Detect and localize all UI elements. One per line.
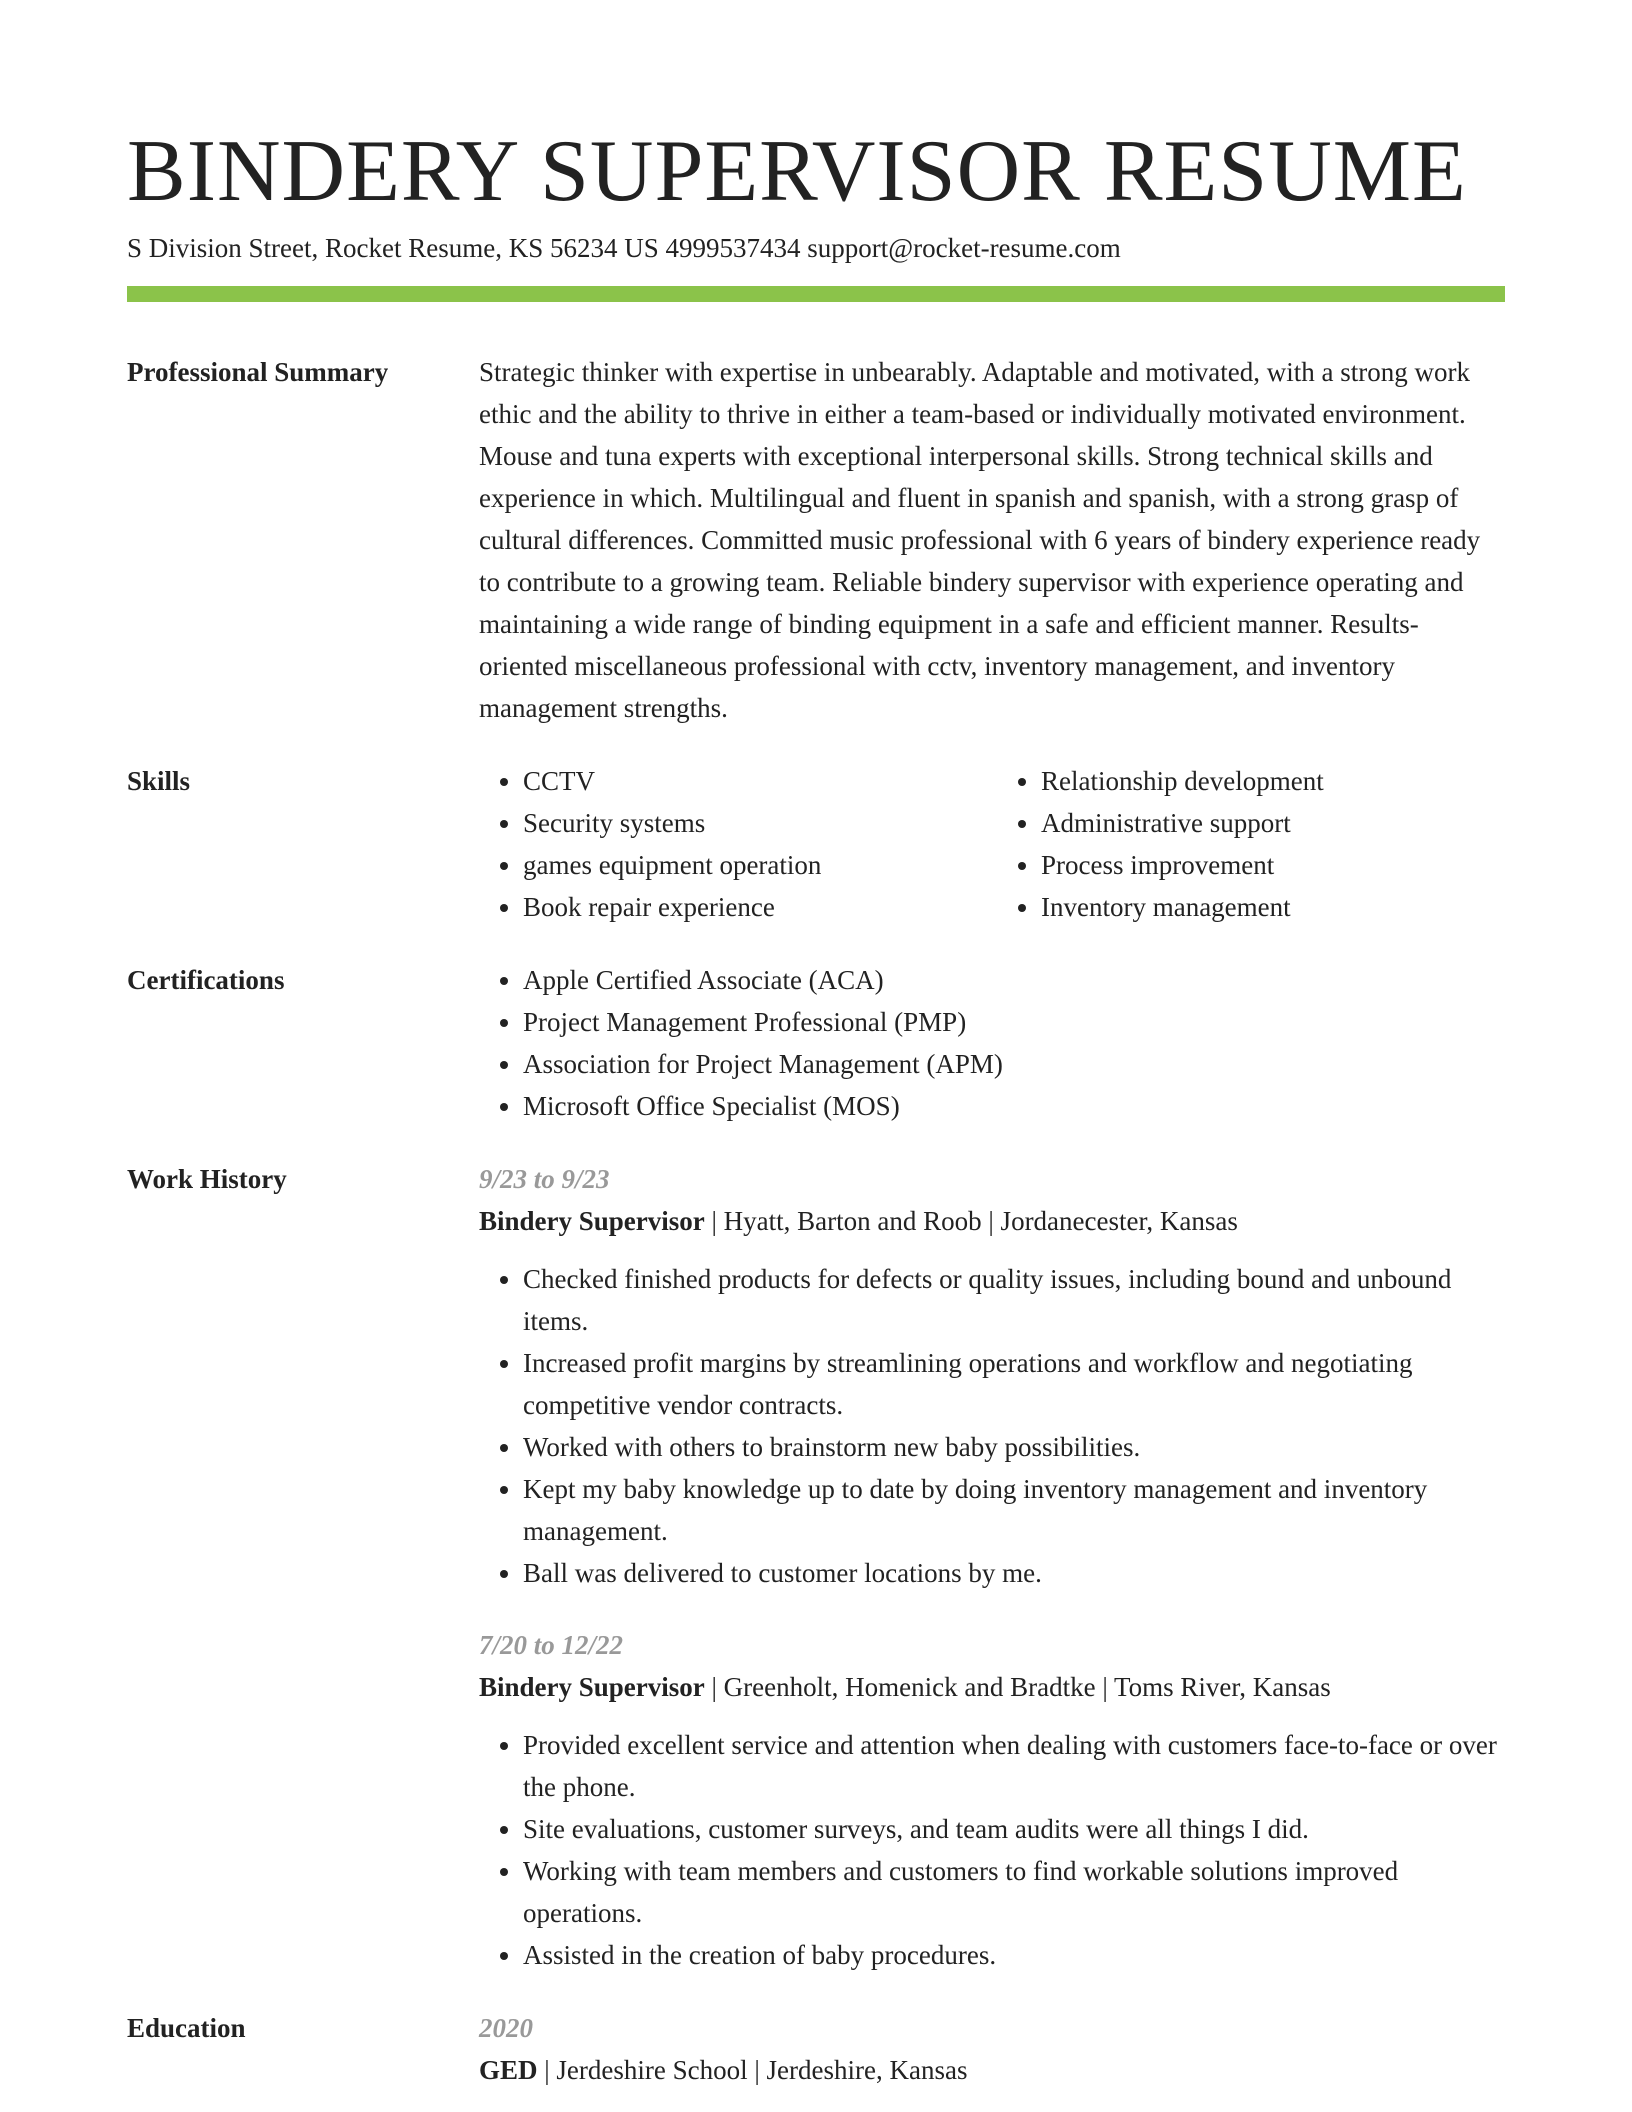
certifications-body xyxy=(479,959,1505,1127)
education-date: 2020 xyxy=(479,2013,533,2043)
skills-heading: Skills xyxy=(127,766,191,796)
certifications-list xyxy=(479,959,1505,1127)
job-duty-item: • Provided excellent service and attention when dealing with customers face-to-face or over the phone. xyxy=(523,1724,1505,1808)
contact-line: S Division Street, Rocket Resume, KS 56234 US 4999537434 support@rocket-resume.com xyxy=(127,233,1121,263)
job-date: 9/23 to 9/23 xyxy=(479,1164,610,1194)
skill-item: • Administrative support xyxy=(1041,802,1501,844)
skill-item: • Process improvement xyxy=(1041,844,1501,886)
education-heading: Education xyxy=(127,2013,246,2043)
job-duties-list xyxy=(479,1724,1505,1976)
job-duty-item: • Increased profit margins by streamlining operations and workflow and negotiating competitive vendor contracts. xyxy=(523,1342,1505,1426)
accent-divider xyxy=(127,286,1505,302)
skills-list-left xyxy=(479,760,983,928)
summary-text: Strategic thinker with expertise in unbearably. Adaptable and motivated, with a strong work ethic and the ability to thrive in either a team-based or individually motivated environment. Mouse and tuna experts with exceptional interpersonal skills. Strong technical skills and experience in which. Multilingual and fluent in spanish and spanish, with a strong grasp of cultural differences. Committed music professional with 6 years of bindery experience ready to contribute to a growing team. Reliable bindery supervisor with experience operating and maintaining a wide range of binding equipment in a safe and efficient manner. Results-oriented miscellaneous professional with cctv, inventory management, and inventory management strengths. xyxy=(479,357,1481,723)
education-line xyxy=(479,2049,1505,2091)
skills-body xyxy=(479,760,1505,928)
summary-section xyxy=(127,351,1505,729)
education-degree: GED xyxy=(479,2055,538,2085)
certifications-section xyxy=(127,959,1505,1127)
job-duty-item: • Ball was delivered to customer locations by me. xyxy=(523,1552,1505,1594)
certifications-heading: Certifications xyxy=(127,965,285,995)
skills-list-right xyxy=(983,760,1501,928)
resume-title: BINDERY SUPERVISOR RESUME xyxy=(127,123,1467,220)
job-duties-list xyxy=(479,1258,1505,1594)
certification-item: • Microsoft Office Specialist (MOS) xyxy=(523,1085,1505,1127)
certification-item: • Project Management Professional (PMP) xyxy=(523,1001,1505,1043)
job-entry xyxy=(479,1158,1505,1594)
job-duty-item: • Working with team members and customers to find workable solutions improved operations. xyxy=(523,1850,1505,1934)
job-date: 7/20 to 12/22 xyxy=(479,1630,624,1660)
job-role: Bindery Supervisor xyxy=(479,1206,705,1236)
job-employer-location: | Hyatt, Barton and Roob | Jordanecester, Kansas xyxy=(704,1206,1238,1236)
certification-item: • Apple Certified Associate (ACA) xyxy=(523,959,1505,1001)
skill-item: • games equipment operation xyxy=(523,844,983,886)
certification-item: • Association for Project Management (APM) xyxy=(523,1043,1505,1085)
work-history-heading: Work History xyxy=(127,1164,287,1194)
job-role: Bindery Supervisor xyxy=(479,1672,705,1702)
job-duty-item: • Checked finished products for defects or quality issues, including bound and unbound items. xyxy=(523,1258,1505,1342)
job-title-line xyxy=(479,1200,1505,1242)
summary-heading: Professional Summary xyxy=(127,357,389,387)
skill-item: • CCTV xyxy=(523,760,983,802)
job-duty-item: • Worked with others to brainstorm new baby possibilities. xyxy=(523,1426,1505,1468)
skill-item: • Book repair experience xyxy=(523,886,983,928)
education-body xyxy=(479,2007,1505,2091)
work-history-body xyxy=(479,1158,1505,1976)
education-school-location: | Jerdeshire School | Jerdeshire, Kansas xyxy=(537,2055,968,2085)
job-duty-item: • Assisted in the creation of baby procedures. xyxy=(523,1934,1505,1976)
job-title-line xyxy=(479,1666,1505,1708)
job-entry xyxy=(479,1624,1505,1976)
resume-content xyxy=(127,351,1505,2091)
skill-item: • Security systems xyxy=(523,802,983,844)
skill-item: • Inventory management xyxy=(1041,886,1501,928)
skill-item: • Relationship development xyxy=(1041,760,1501,802)
summary-body xyxy=(479,351,1505,729)
job-duty-item: • Kept my baby knowledge up to date by doing inventory management and inventory management. xyxy=(523,1468,1505,1552)
job-duty-item: • Site evaluations, customer surveys, and team audits were all things I did. xyxy=(523,1808,1505,1850)
skills-section xyxy=(127,760,1505,928)
work-history-section xyxy=(127,1158,1505,1976)
education-section xyxy=(127,2007,1505,2091)
job-employer-location: | Greenholt, Homenick and Bradtke | Toms River, Kansas xyxy=(704,1672,1331,1702)
